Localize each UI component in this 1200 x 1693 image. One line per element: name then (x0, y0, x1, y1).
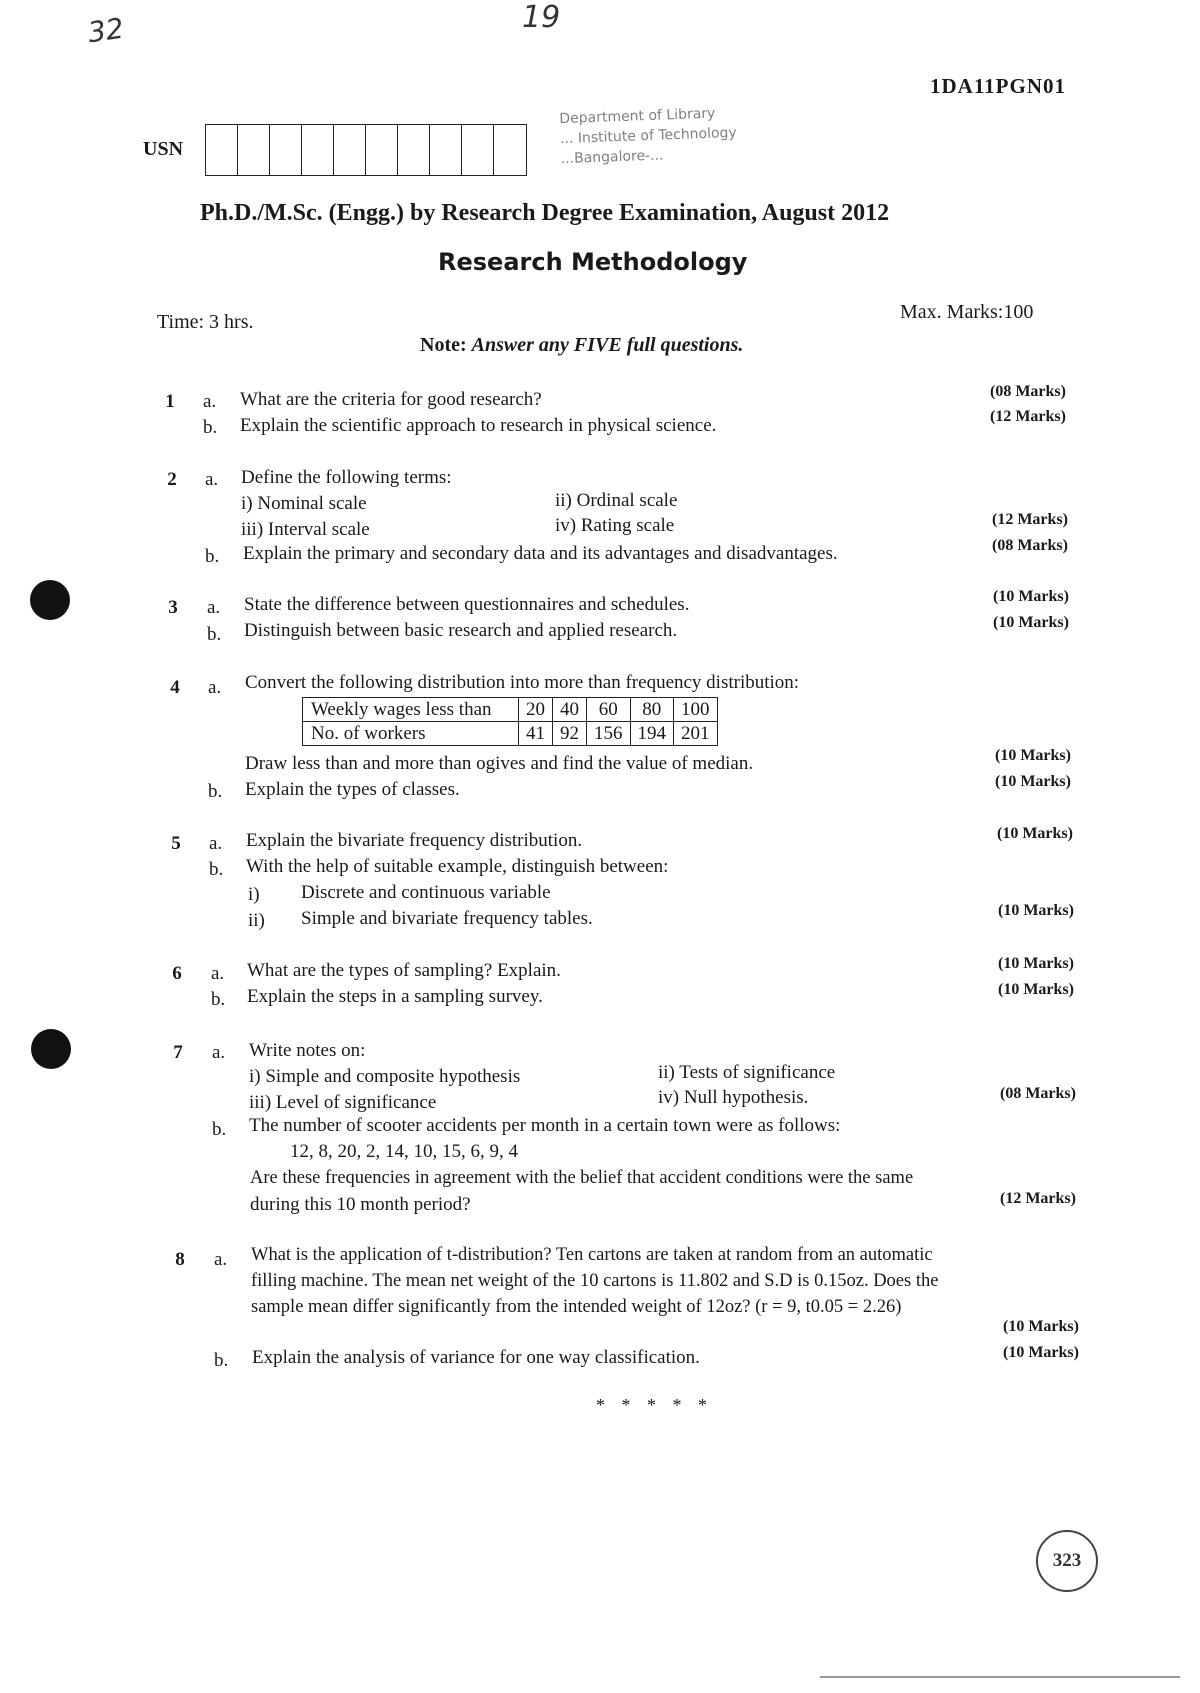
question-part: b. (214, 1350, 229, 1371)
marks: (12 Marks) (992, 511, 1068, 528)
question-text: What are the criteria for good research? (240, 389, 542, 410)
marks: (10 Marks) (998, 981, 1074, 998)
question-part: b. (208, 781, 223, 802)
marks: (10 Marks) (993, 588, 1069, 605)
table-cell: 201 (674, 722, 718, 746)
sub-item: iv) Rating scale (555, 515, 675, 536)
sub-item: Simple and bivariate frequency tables. (301, 908, 593, 929)
question-part: b. (212, 1119, 227, 1140)
note-label: Note: (420, 334, 467, 356)
question-text: Explain the bivariate frequency distribution. (246, 830, 583, 851)
exam-time: Time: 3 hrs. (157, 311, 254, 333)
question-text: Distinguish between basic research and applied research. (244, 620, 678, 641)
stamp-line: ...Bangalore-... (560, 147, 664, 168)
table-cell: 40 (553, 698, 587, 722)
frequency-table (302, 697, 718, 746)
table-cell: 100 (674, 698, 718, 722)
marks: (10 Marks) (1003, 1318, 1079, 1335)
question-number: 6 (172, 963, 182, 984)
sub-item-number: i) (248, 884, 260, 905)
question-text: Explain the steps in a sampling survey. (247, 986, 543, 1007)
question-part: b. (209, 859, 224, 880)
question-part: a. (209, 833, 223, 854)
marks: (08 Marks) (992, 537, 1068, 554)
sub-item: iv) Null hypothesis. (658, 1087, 809, 1108)
sub-item: i) Nominal scale (241, 493, 367, 514)
question-text: Write notes on: (249, 1040, 366, 1061)
sub-item: ii) Ordinal scale (555, 490, 678, 511)
stamp-line: Department of Library (559, 105, 716, 128)
question-text: Draw less than and more than ogives and find the value of median. (245, 753, 754, 774)
table-cell: 41 (519, 722, 553, 746)
usn-boxes (205, 124, 527, 176)
end-marker: * * * * * (596, 1395, 713, 1415)
question-text: Explain the scientific approach to research in physical science. (240, 415, 717, 436)
exam-title: Ph.D./M.Sc. (Engg.) by Research Degree Examination, August 2012 (200, 200, 890, 226)
max-marks: Max. Marks:100 (900, 301, 1034, 323)
question-part: b. (211, 989, 226, 1010)
library-stamp (559, 103, 738, 169)
question-number: 7 (173, 1042, 183, 1063)
row-header: No. of workers (303, 722, 519, 746)
marks: (10 Marks) (1003, 1344, 1079, 1361)
question-text: sample mean differ significantly from the intended weight of 12oz? (r = 9, t0.05 = 2.26) (251, 1297, 902, 1317)
scan-artifact-line (820, 1676, 1180, 1678)
question-text: What is the application of t-distribution? Ten cartons are taken at random from an automatic (251, 1245, 933, 1265)
question-text: State the difference between questionnaires and schedules. (244, 594, 690, 615)
question-text: Explain the types of classes. (245, 779, 460, 800)
marks: (10 Marks) (995, 747, 1071, 764)
accident-data: 12, 8, 20, 2, 14, 10, 15, 6, 9, 4 (290, 1141, 518, 1162)
question-part: b. (207, 624, 222, 645)
question-number: 4 (170, 677, 180, 698)
question-text: Convert the following distribution into more than frequency distribution: (245, 672, 800, 693)
question-part: a. (203, 391, 217, 412)
handwritten-sheet-number: 19 (522, 0, 561, 35)
question-text: The number of scooter accidents per month in a certain town were as follows: (249, 1115, 841, 1136)
table-cell: 60 (587, 698, 631, 722)
question-text: Define the following terms: (241, 467, 452, 488)
marks: (08 Marks) (1000, 1085, 1076, 1102)
marks: (10 Marks) (995, 773, 1071, 790)
sub-item: iii) Interval scale (241, 519, 370, 540)
page-seal: 323 (1036, 1530, 1098, 1592)
marks: (08 Marks) (990, 383, 1066, 400)
marks: (10 Marks) (993, 614, 1069, 631)
question-number: 8 (175, 1249, 185, 1270)
sub-item: Discrete and continuous variable (301, 882, 551, 903)
table-cell: 156 (587, 722, 631, 746)
question-number: 5 (171, 833, 181, 854)
question-text: What are the types of sampling? Explain. (247, 960, 561, 981)
question-part: a. (208, 677, 222, 698)
question-number: 2 (167, 469, 177, 490)
question-part: b. (203, 417, 218, 438)
punch-hole (30, 580, 70, 620)
question-text: filling machine. The mean net weight of the 10 cartons is 11.802 and S.D is 0.15oz. Does the (251, 1271, 939, 1291)
table-row (303, 722, 718, 746)
question-text: Explain the primary and secondary data and its advantages and disadvantages. (243, 543, 838, 564)
row-header: Weekly wages less than (303, 698, 519, 722)
question-text: Explain the analysis of variance for one way classification. (252, 1347, 700, 1368)
marks: (10 Marks) (997, 825, 1073, 842)
table-cell: 20 (519, 698, 553, 722)
sub-item: ii) Tests of significance (658, 1062, 836, 1083)
marks: (12 Marks) (990, 408, 1066, 425)
subject-title: Research Methodology (438, 248, 748, 276)
handwritten-page-number: 32 (85, 11, 126, 50)
question-text: Are these frequencies in agreement with the belief that accident conditions were the same (250, 1168, 914, 1188)
table-cell: 194 (630, 722, 674, 746)
punch-hole (31, 1029, 71, 1069)
marks: (12 Marks) (1000, 1190, 1076, 1207)
marks: (10 Marks) (998, 902, 1074, 919)
question-part: a. (214, 1249, 228, 1270)
question-part: a. (207, 597, 221, 618)
question-number: 1 (165, 391, 175, 412)
question-number: 3 (168, 597, 178, 618)
table-row (303, 698, 718, 722)
question-text: With the help of suitable example, distinguish between: (246, 856, 669, 877)
question-part: a. (205, 469, 219, 490)
table-cell: 80 (630, 698, 674, 722)
instructions-note (420, 334, 743, 357)
table-cell: 92 (553, 722, 587, 746)
note-text: Answer any FIVE full questions. (471, 334, 744, 356)
paper-code: 1DA11PGN01 (930, 74, 1066, 98)
question-part: a. (211, 963, 225, 984)
question-part: b. (205, 546, 220, 567)
sub-item-number: ii) (248, 910, 265, 931)
question-part: a. (212, 1042, 226, 1063)
sub-item: iii) Level of significance (249, 1092, 437, 1113)
usn-label: USN (143, 138, 184, 160)
sub-item: i) Simple and composite hypothesis (249, 1066, 521, 1087)
stamp-line: ... Institute of Technology (559, 124, 737, 148)
marks: (10 Marks) (998, 955, 1074, 972)
question-text: during this 10 month period? (250, 1194, 471, 1215)
